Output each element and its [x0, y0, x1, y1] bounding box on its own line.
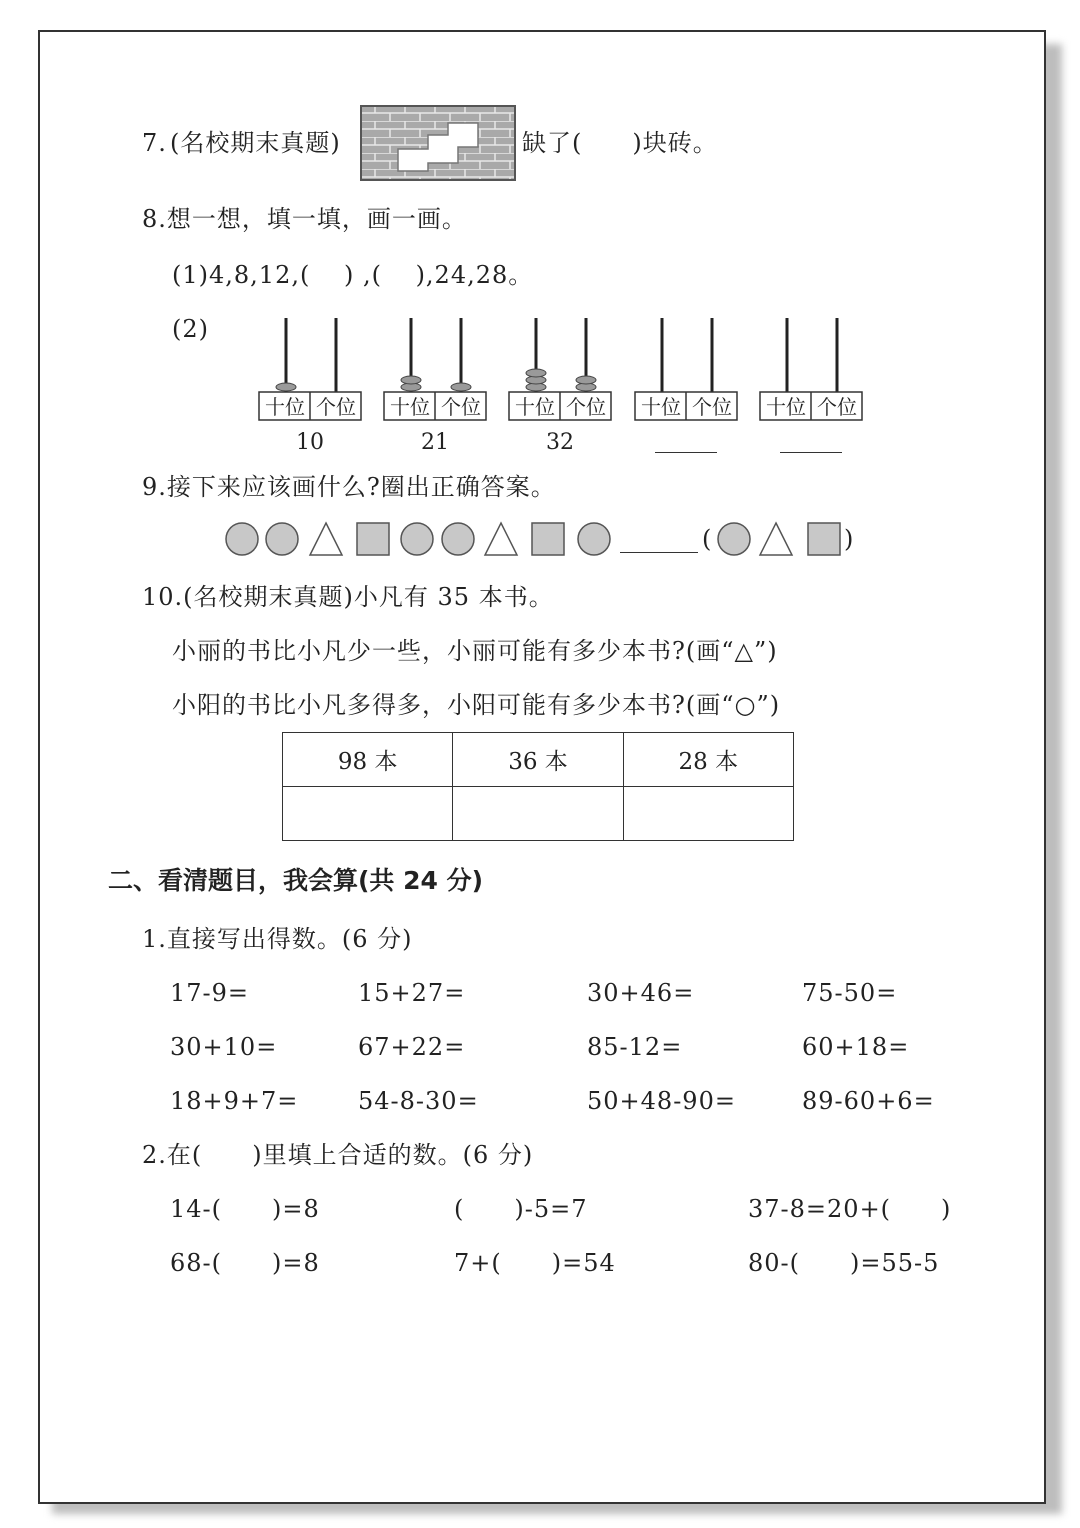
- s2-q1-title: 1.直接写出得数。(6 分): [142, 925, 413, 953]
- arithmetic-problem: 15+27=: [358, 979, 466, 1007]
- abacus-bead: [526, 369, 546, 377]
- abacus-ones-label: 个位: [566, 395, 606, 419]
- fill-in-problem: 68-( )=8: [170, 1249, 320, 1277]
- abacus-bead: [451, 383, 471, 391]
- abacus-icon: [634, 316, 738, 422]
- arithmetic-problem: 75-50=: [802, 979, 898, 1007]
- q7-text: 缺了( )块砖。: [522, 129, 718, 157]
- circle-icon: [224, 521, 260, 557]
- q10-option-98: 98 本: [283, 733, 453, 787]
- square-icon: [530, 521, 566, 557]
- fill-in-problem: 14-( )=8: [170, 1195, 320, 1223]
- q9-answer-blank[interactable]: [620, 552, 698, 553]
- abacus-tens-label: 十位: [641, 395, 681, 419]
- triangle-icon: [483, 521, 519, 557]
- q9-open-paren: (: [702, 525, 713, 553]
- fill-in-problem: 7+( )=54: [454, 1249, 616, 1277]
- abacus-ones-label: 个位: [692, 395, 732, 419]
- abacus-tens-label: 十位: [265, 395, 305, 419]
- q10-answer-cell[interactable]: [623, 787, 793, 841]
- abacus-tens-label: 十位: [766, 395, 806, 419]
- q10-line1: 小丽的书比小凡少一些，小丽可能有多少本书?(画“△”): [172, 637, 778, 665]
- q8-part2-label: (2): [172, 315, 209, 343]
- q7-tag: (名校期末真题): [170, 129, 341, 157]
- q10-line2: 小阳的书比小凡多得多，小阳可能有多少本书?(画“○”): [172, 691, 781, 719]
- abacus-value: 21: [421, 430, 449, 455]
- circle-icon: [264, 521, 300, 557]
- q10-option-36: 36 本: [453, 733, 623, 787]
- arithmetic-problem: 30+46=: [587, 979, 695, 1007]
- arithmetic-problem: 30+10=: [170, 1033, 278, 1061]
- q9-title: 9.接下来应该画什么?圈出正确答案。: [142, 473, 556, 501]
- arithmetic-problem: 50+48-90=: [587, 1087, 736, 1115]
- triangle-icon: [308, 521, 344, 557]
- abacus-bead: [576, 376, 596, 384]
- arithmetic-problem: 67+22=: [358, 1033, 466, 1061]
- q8-title: 8.想一想，填一填，画一画。: [142, 205, 467, 233]
- q9-close-paren: ): [844, 525, 855, 553]
- abacus-tens-label: 十位: [390, 395, 430, 419]
- abacus-value: 32: [546, 430, 574, 455]
- fill-in-problem: ( )-5=7: [454, 1195, 588, 1223]
- q7-number: 7.: [142, 129, 167, 157]
- fill-in-problem: 37-8=20+( ): [748, 1195, 952, 1223]
- section2-title: 二、看清题目，我会算(共 24 分): [108, 866, 484, 895]
- abacus-icon: [508, 316, 612, 422]
- q10-answer-cell[interactable]: [283, 787, 453, 841]
- abacus-answer-blank[interactable]: [759, 430, 863, 459]
- abacus-ones-label: 个位: [316, 395, 356, 419]
- abacus-ones-label: 个位: [817, 395, 857, 419]
- square-icon: [355, 521, 391, 557]
- q8-part1: (1)4,8,12,( ) ,( ),24,28。: [172, 261, 534, 289]
- arithmetic-problem: 18+9+7=: [170, 1087, 299, 1115]
- abacus-icon: [759, 316, 863, 422]
- abacus-bead: [401, 376, 421, 384]
- circle-icon: [440, 521, 476, 557]
- abacus-icon: [383, 316, 487, 422]
- q10-title: 10.(名校期末真题)小凡有 35 本书。: [142, 583, 554, 611]
- arithmetic-problem: 60+18=: [802, 1033, 910, 1061]
- abacus-bead: [276, 383, 296, 391]
- triangle-icon[interactable]: [758, 521, 794, 557]
- abacus-answer-blank[interactable]: [634, 430, 738, 459]
- brick-wall-icon: [360, 105, 516, 181]
- s2-q2-title: 2.在( )里填上合适的数。(6 分): [142, 1141, 534, 1169]
- arithmetic-problem: 17-9=: [170, 979, 250, 1007]
- arithmetic-problem: 89-60+6=: [802, 1087, 935, 1115]
- abacus-tens-label: 十位: [515, 395, 555, 419]
- circle-icon: [576, 521, 612, 557]
- q10-option-28: 28 本: [623, 733, 793, 787]
- q10-answer-table: [282, 732, 794, 841]
- square-icon[interactable]: [806, 521, 842, 557]
- circle-icon[interactable]: [716, 521, 752, 557]
- abacus-value: 10: [296, 430, 324, 455]
- circle-icon: [399, 521, 435, 557]
- abacus-icon: [258, 316, 362, 422]
- abacus-ones-label: 个位: [441, 395, 481, 419]
- q10-answer-cell[interactable]: [453, 787, 623, 841]
- arithmetic-problem: 85-12=: [587, 1033, 683, 1061]
- fill-in-problem: 80-( )=55-5: [748, 1249, 940, 1277]
- arithmetic-problem: 54-8-30=: [358, 1087, 479, 1115]
